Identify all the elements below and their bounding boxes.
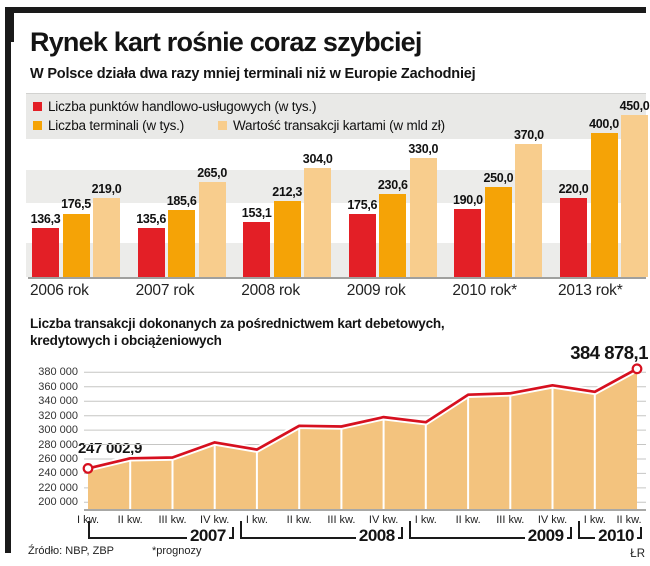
bar [243,222,270,277]
bar [349,214,376,277]
quarter-label: II kw. [117,514,143,526]
last-point-value-label: 384 878,1 [570,342,648,363]
end-point-marker [633,365,642,374]
quarter-label: II kw. [455,514,481,526]
bar [515,144,542,277]
bracket-right-tick [570,527,572,537]
legend-swatch-orange [33,121,42,130]
y-axis-label: 380 000 [38,366,78,379]
bar [274,201,301,277]
legend-label: Liczba terminali (w tys.) [48,118,185,133]
bar [138,228,165,277]
quarter-label: I kw. [583,514,606,526]
line-chart-title-line1: Liczba transakcji dokonanych za pośrednictwem kart debetowych, [30,316,445,331]
bar-value-label: 212,3 [272,184,303,199]
bar-value-label: 185,6 [166,194,197,209]
y-axis-label: 220 000 [38,481,78,494]
bar-category-label: 2008 rok [241,282,300,299]
line-chart-title-line2: kredytowych i obciążeniowych [30,333,222,348]
bar-value-label: 219,0 [91,182,122,197]
year-label: 2008 [356,526,398,546]
quarter-label: III kw. [496,514,525,526]
bracket-right-tick [640,527,642,537]
bracket-right-tick [401,527,403,537]
bar [32,228,59,277]
bar-value-label: 190,0 [453,192,483,207]
y-axis-label: 300 000 [38,424,78,437]
author-initials: ŁR [630,548,645,560]
quarter-label: I kw. [245,514,268,526]
bar-value-label: 176,5 [61,197,91,212]
bar [621,115,648,277]
bar [93,198,120,277]
bar [560,198,587,277]
bar-value-label: 175,6 [347,197,378,212]
bar-value-label: 136,3 [30,211,61,226]
bar [591,133,618,277]
bar-value-label: 370,0 [514,127,544,142]
bar-value-label: 250,0 [483,171,514,185]
first-point-value-label: 247 002,9 [78,440,143,457]
bracket-right-tick [232,527,234,537]
year-bracket [240,521,403,545]
bar [379,194,406,277]
bar-category-label: 2009 rok [346,282,406,299]
year-label: 2010 [595,526,637,546]
quarter-label: IV kw. [368,514,399,526]
bar [485,187,512,277]
bar-category-label: 2006 rok [30,282,89,299]
bar-category-label: 2010 rok* [452,282,517,299]
legend-item-terminals [33,118,184,133]
bar-value-label: 153,1 [241,205,272,220]
legend-swatch-red [33,102,42,111]
page-subtitle: W Polsce działa dwa razy mniej terminali niż w Europie Zachodniej [30,66,476,82]
quarter-label: III kw. [158,514,187,526]
bar-value-label: 330,0 [408,142,439,157]
page-title: Rynek kart rośnie coraz szybciej [30,27,422,57]
y-axis-label: 260 000 [38,452,78,465]
bar-category-label: 2013 rok* [558,282,623,299]
forecast-note: *prognozy [152,545,202,557]
bar-value-label: 450,0 [619,99,650,113]
quarter-label: II kw. [286,514,312,526]
year-bracket [409,521,572,545]
bar-value-label: 135,6 [136,212,166,227]
area-fill [88,369,637,510]
bar [63,214,90,278]
frame-corner-accent [5,7,14,42]
y-axis-label: 280 000 [38,438,78,451]
legend-item-value [218,118,445,133]
bar-value-label: 220,0 [558,181,589,196]
bar [410,158,437,277]
y-axis-label: 240 000 [38,467,78,480]
legend-item-pos [33,99,316,114]
bar-value-label: 400,0 [589,117,619,131]
end-point-marker [84,464,93,473]
bar [168,210,195,277]
y-axis-label: 200 000 [38,496,78,509]
quarter-label: I kw. [76,514,100,526]
source-note: Źródło: NBP, ZBP [28,545,114,557]
y-axis-label: 360 000 [38,380,78,393]
legend-swatch-tan [218,121,227,130]
y-axis-label: 340 000 [38,395,78,408]
bar-chart-axis-line [28,277,646,279]
quarter-label: II kw. [616,514,642,526]
year-bracket [578,521,642,545]
frame-top-bar [5,7,646,13]
quarter-label: IV kw. [537,514,568,526]
y-axis-label: 320 000 [38,409,78,422]
bar [304,168,331,277]
bar [454,209,481,277]
bar-value-label: 230,6 [377,177,408,192]
bar [199,182,226,277]
quarter-label: III kw. [327,514,356,526]
quarter-label: I kw. [414,514,437,526]
year-label: 2009 [525,526,567,546]
quarter-label: IV kw. [200,514,230,526]
legend-label: Wartość transakcji kartami (w mld zł) [233,118,445,133]
bar-value-label: 265,0 [197,165,227,180]
year-bracket [88,521,234,545]
year-label: 2007 [187,526,229,546]
legend-label: Liczba punktów handlowo-usługowych (w tys.) [48,99,317,114]
bar-category-label: 2007 rok [135,282,195,299]
bar-value-label: 304,0 [302,151,333,166]
